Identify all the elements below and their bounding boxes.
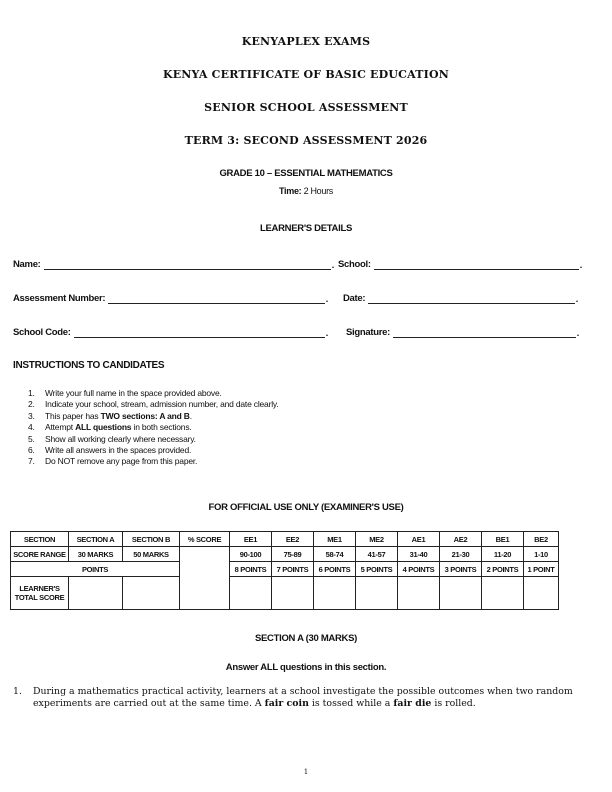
instruction-item: 6. Write all answers in the spaces provided.	[28, 444, 192, 455]
school-code-field[interactable]: School Code: .	[13, 327, 328, 338]
header-exam-body: KENYAPLEX EXAMS	[241, 35, 371, 48]
school-input-line[interactable]	[374, 260, 579, 270]
instructions-title: INSTRUCTIONS TO CANDIDATES	[13, 360, 165, 371]
section-b-score-cell[interactable]	[123, 577, 180, 610]
time-label: Time:	[279, 186, 302, 196]
instruction-item: 3. This paper has TWO sections: A and B.	[28, 410, 192, 421]
table-row	[11, 577, 559, 610]
time-allowed	[0, 186, 612, 196]
level-cell[interactable]	[440, 577, 482, 610]
level-cell[interactable]	[230, 577, 272, 610]
header-term: TERM 3: SECOND ASSESSMENT 2026	[184, 134, 428, 147]
date-field[interactable]: Date: .	[343, 293, 578, 304]
subject-title: GRADE 10 – ESSENTIAL MATHEMATICS	[219, 168, 393, 179]
name-input-line[interactable]	[44, 260, 331, 270]
instruction-item: 7. Do NOT remove any page from this paper.	[28, 456, 198, 467]
header-assessment: SENIOR SCHOOL ASSESSMENT	[204, 101, 408, 114]
section-a-instruction: Answer ALL questions in this section.	[225, 662, 387, 673]
section-a-score-cell[interactable]	[69, 577, 123, 610]
assessment-number-input-line[interactable]	[108, 294, 325, 304]
level-cell[interactable]	[482, 577, 524, 610]
instructions-list	[28, 388, 278, 468]
percent-score-cell[interactable]	[180, 547, 230, 610]
instruction-item: 2. Indicate your school, stream, admission number, and date clearly.	[28, 399, 279, 410]
assessment-number-label: Assessment Number:	[13, 293, 106, 304]
question-1	[13, 686, 593, 710]
question-text: During a mathematics practical activity, learners at a school investigate the possible outcomes when two random experiments are carried out at the same time. A fair coin is tossed while a fair die is rolled.	[33, 686, 573, 709]
level-cell[interactable]	[398, 577, 440, 610]
level-cell[interactable]	[356, 577, 398, 610]
table-row: SCORE RANGE 30 MARKS 50 MARKS 90-100 75-89 58-74 41-57 31-40 21-30 11-20 1-10	[11, 547, 559, 562]
learner-details-title: LEARNER'S DETAILS	[260, 223, 352, 234]
instruction-item: 4. Attempt ALL questions in both sections.	[28, 422, 192, 433]
school-label: School:	[338, 259, 371, 270]
instruction-item: 1. Write your full name in the space provided above.	[28, 388, 222, 398]
name-label: Name:	[13, 259, 41, 270]
table-row: POINTS 8 POINTS 7 POINTS 6 POINTS 5 POINTS 4 POINTS 3 POINTS 2 POINTS 1 POINT	[11, 562, 559, 577]
assessment-number-field[interactable]: Assessment Number: .	[13, 293, 328, 304]
instruction-item: 5. Show all working clearly where necessary.	[28, 433, 196, 444]
table-row: SECTION SECTION A SECTION B % SCORE EE1 EE2 ME1 ME2 AE1 AE2 BE1 BE2	[11, 532, 559, 547]
score-table	[10, 531, 559, 610]
learner-total-label: LEARNER'S TOTAL SCORE	[11, 577, 69, 610]
time-value: 2 Hours	[303, 186, 333, 196]
header-certificate: KENYA CERTIFICATE OF BASIC EDUCATION	[162, 68, 450, 81]
level-cell[interactable]	[272, 577, 314, 610]
school-field[interactable]: School: .	[338, 259, 582, 270]
level-cell[interactable]	[314, 577, 356, 610]
page-number: 1	[303, 768, 309, 776]
official-use-title: FOR OFFICIAL USE ONLY (EXAMINER'S USE)	[208, 502, 404, 513]
signature-field[interactable]: Signature: .	[346, 327, 579, 338]
signature-label: Signature:	[346, 327, 390, 338]
date-label: Date:	[343, 293, 366, 304]
signature-input-line[interactable]	[393, 328, 576, 338]
name-field[interactable]: Name: .	[13, 259, 334, 270]
school-code-input-line[interactable]	[74, 328, 325, 338]
question-number: 1.	[13, 686, 22, 697]
level-cell[interactable]	[524, 577, 559, 610]
school-code-label: School Code:	[13, 327, 71, 338]
section-a-title: SECTION A (30 MARKS)	[254, 633, 358, 644]
date-input-line[interactable]	[368, 294, 575, 304]
